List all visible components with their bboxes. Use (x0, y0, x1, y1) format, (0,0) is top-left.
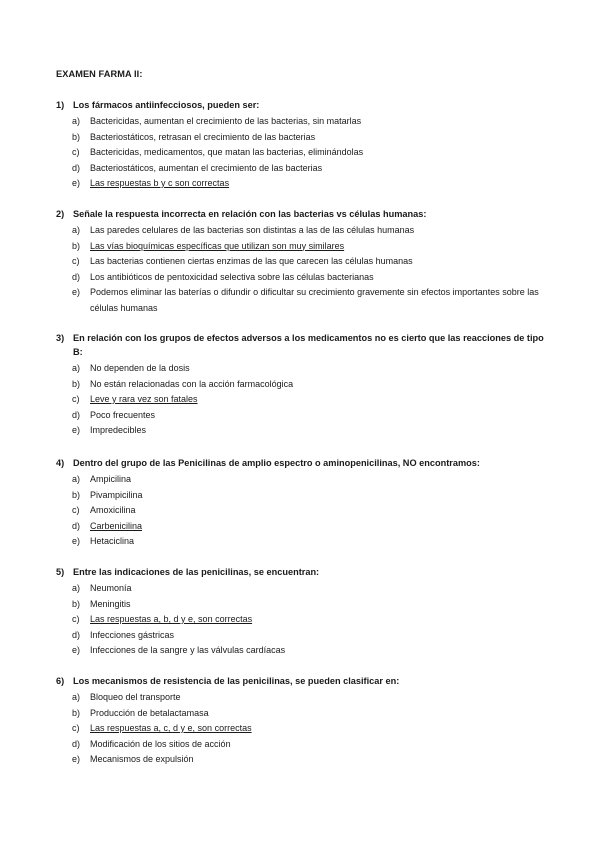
option-letter: d) (72, 162, 81, 173)
question-header (56, 331, 546, 359)
option-letter: d) (72, 409, 81, 420)
option-text: Pivampicilina (90, 489, 143, 500)
question-text: Entre las indicaciones de las penicilinas, se encuentran: (73, 567, 320, 577)
option-list (56, 223, 546, 316)
question-header (56, 98, 546, 112)
option-text-correct: Las respuestas b y c son correctas (90, 178, 230, 188)
option-item (56, 223, 546, 239)
option-text: No están relacionadas con la acción farmacológica (90, 378, 294, 389)
option-text: Las bacterias contienen ciertas enzimas de las que carecen las células humanas (90, 256, 413, 266)
option-letter: e) (72, 425, 81, 435)
question-number: 5) (56, 567, 65, 577)
question-header (56, 207, 546, 221)
option-text: Producción de betalactamasa (90, 707, 209, 718)
option-letter: c) (72, 614, 80, 624)
option-list (56, 361, 546, 439)
option-item (56, 488, 546, 504)
option-letter: a) (72, 692, 81, 702)
question-text: Los mecanismos de resistencia de las penicilinas, se pueden clasificar en: (73, 676, 400, 686)
option-item (56, 114, 546, 130)
option-letter: c) (72, 256, 80, 266)
option-letter: a) (72, 225, 81, 235)
option-letter: e) (72, 536, 81, 546)
option-letter: a) (72, 474, 81, 484)
question-number: 6) (56, 676, 65, 686)
option-text: Bacteriostáticos, retrasan el crecimiento de las bacterias (90, 131, 316, 142)
option-item (56, 612, 546, 628)
question-6 (56, 674, 546, 768)
option-list (56, 472, 546, 550)
option-item (56, 643, 546, 659)
question-text: Dentro del grupo de las Penicilinas de amplio espectro o aminopenicilinas, NO encontramos: (73, 458, 480, 468)
option-text: Infecciones gástricas (90, 629, 175, 640)
option-list (56, 114, 546, 192)
option-text: Modificación de los sitios de acción (90, 738, 231, 749)
option-letter: e) (72, 754, 81, 764)
option-text: Bactericidas, medicamentos, que matan las bacterias, eliminándolas (90, 147, 364, 157)
option-text: Poco frecuentes (90, 409, 156, 420)
option-list (56, 690, 546, 768)
option-item (56, 472, 546, 488)
option-text: Podemos eliminar las baterías o difundir o dificultar su crecimiento gravemente sin efectos importantes sobre las células humanas (90, 287, 539, 313)
question-3 (56, 331, 546, 439)
option-item (56, 519, 546, 535)
option-item (56, 690, 546, 706)
question-number: 2) (56, 209, 65, 219)
option-text: Neumonía (90, 583, 132, 593)
option-item (56, 408, 546, 424)
option-item (56, 239, 546, 255)
question-text: Los fármacos antiinfecciosos, pueden ser: (73, 100, 260, 110)
option-letter: d) (72, 738, 81, 749)
option-text: Amoxicilina (90, 505, 136, 515)
option-text: Los antibióticos de pentoxicidad selectiva sobre las células bacterianas (90, 271, 374, 282)
option-letter: c) (72, 147, 80, 157)
option-item (56, 706, 546, 722)
option-text-correct: Leve y rara vez son fatales (90, 394, 198, 404)
option-item (56, 581, 546, 597)
option-letter: e) (72, 287, 81, 297)
option-letter: c) (72, 394, 80, 404)
page-title: EXAMEN FARMA II: (56, 69, 143, 79)
option-letter: c) (72, 723, 80, 733)
option-text: Bloqueo del transporte (90, 692, 181, 702)
question-number: 4) (56, 458, 65, 468)
option-list (56, 581, 546, 659)
option-letter: e) (72, 645, 81, 655)
option-item (56, 737, 546, 753)
option-item (56, 254, 546, 270)
question-5 (56, 565, 546, 659)
option-text: Infecciones de la sangre y las válvulas cardíacas (90, 645, 286, 655)
option-letter: b) (72, 489, 81, 500)
question-text: Señale la respuesta incorrecta en relación con las bacterias vs células humanas: (73, 209, 427, 219)
option-letter: b) (72, 707, 81, 718)
option-text: Las paredes celulares de las bacterias son distintas a las de las células humanas (90, 225, 415, 235)
option-letter: a) (72, 583, 81, 593)
option-item (56, 161, 546, 177)
option-letter: b) (72, 598, 81, 609)
question-4 (56, 456, 546, 550)
option-item (56, 423, 546, 439)
option-letter: d) (72, 520, 81, 531)
option-item (56, 534, 546, 550)
option-item (56, 597, 546, 613)
question-header (56, 456, 546, 470)
option-letter: a) (72, 363, 81, 373)
option-letter: d) (72, 629, 81, 640)
option-letter: b) (72, 378, 81, 389)
option-item (56, 392, 546, 408)
option-item (56, 503, 546, 519)
option-text-correct: Las respuestas a, b, d y e, son correctas (90, 614, 253, 624)
option-text: Hetaciclina (90, 536, 135, 546)
option-text: Bactericidas, aumentan el crecimiento de las bacterias, sin matarlas (90, 116, 362, 126)
option-letter: e) (72, 178, 81, 188)
option-item (56, 377, 546, 393)
option-item (56, 176, 546, 192)
option-text: Ampicilina (90, 474, 132, 484)
question-header (56, 674, 546, 688)
option-letter: b) (72, 240, 81, 251)
option-text: No dependen de la dosis (90, 363, 190, 373)
option-text: Impredecibles (90, 425, 147, 435)
question-header (56, 565, 546, 579)
option-letter: d) (72, 271, 81, 282)
option-letter: a) (72, 116, 81, 126)
option-item (56, 361, 546, 377)
option-item (56, 628, 546, 644)
question-1 (56, 98, 546, 192)
question-text: En relación con los grupos de efectos adversos a los medicamentos no es cierto que las reacciones de tipo B: (73, 333, 544, 357)
option-letter: b) (72, 131, 81, 142)
option-letter: c) (72, 505, 80, 515)
option-text-correct: Las vías bioquímicas específicas que utilizan son muy similares (90, 240, 345, 251)
option-item (56, 130, 546, 146)
question-2 (56, 207, 546, 316)
option-item (56, 285, 546, 316)
option-item (56, 270, 546, 286)
option-text: Meningitis (90, 598, 131, 609)
option-text: Mecanismos de expulsión (90, 754, 194, 764)
option-text: Bacteriostáticos, aumentan el crecimiento de las bacterias (90, 162, 323, 173)
option-text-correct: Las respuestas a, c, d y e, son correctas (90, 723, 252, 733)
question-number: 1) (56, 100, 65, 110)
option-item (56, 145, 546, 161)
option-item (56, 752, 546, 768)
option-item (56, 721, 546, 737)
question-number: 3) (56, 333, 65, 343)
option-text-correct: Carbenicilina (90, 520, 143, 531)
